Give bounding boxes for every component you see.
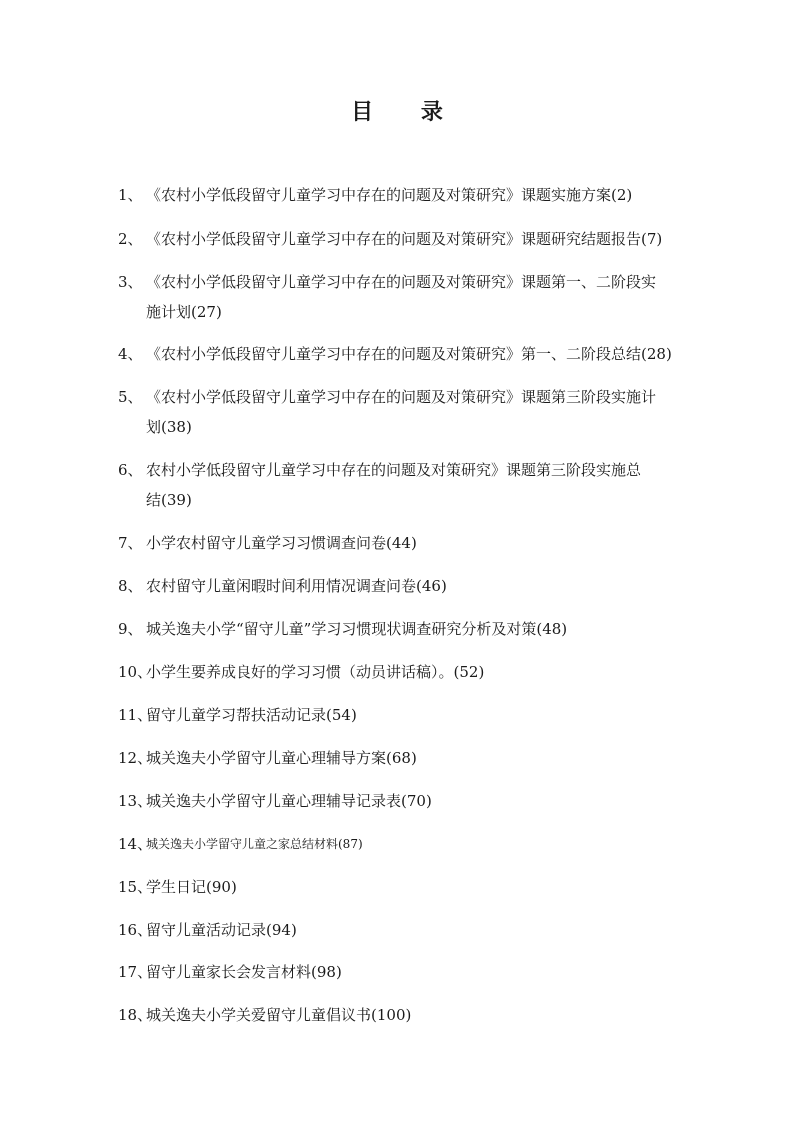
toc-item-text: 城关逸夫小学留守儿童心理辅导记录表(70): [146, 792, 432, 810]
toc-item-text-continued: 施计划(27): [146, 303, 222, 321]
toc-item-number: 10、: [118, 663, 153, 681]
toc-item-text: 《农村小学低段留守儿童学习中存在的问题及对策研究》课题第三阶段实施计: [146, 388, 657, 406]
toc-item-text: 留守儿童活动记录(94): [146, 921, 297, 939]
toc-item-number: 7、: [118, 534, 143, 552]
toc-item-number: 9、: [118, 620, 143, 638]
toc-item-text: 《农村小学低段留守儿童学习中存在的问题及对策研究》第一、二阶段总结(28): [146, 345, 672, 363]
toc-item-text: 城关逸夫小学关爱留守儿童倡议书(100): [146, 1006, 412, 1024]
toc-item-text: 学生日记(90): [146, 878, 237, 896]
toc-item-number: 13、: [118, 792, 153, 810]
toc-item-number: 1、: [118, 186, 143, 204]
toc-item-number: 4、: [118, 345, 143, 363]
toc-item-text: 农村小学低段留守儿童学习中存在的问题及对策研究》课题第三阶段实施总: [146, 461, 642, 479]
toc-title: 目 录: [351, 99, 463, 125]
toc-item-number: 14、: [118, 835, 153, 853]
toc-item-number: 17、: [118, 963, 153, 981]
toc-item-number: 12、: [118, 749, 153, 767]
toc-item-number: 6、: [118, 461, 143, 479]
toc-item-number: 18、: [118, 1006, 153, 1024]
toc-item-text: 留守儿童学习帮扶活动记录(54): [146, 706, 357, 724]
toc-item-text: 《农村小学低段留守儿童学习中存在的问题及对策研究》课题研究结题报告(7): [146, 230, 663, 248]
toc-item-number: 5、: [118, 388, 143, 406]
toc-item-number: 11、: [118, 706, 153, 724]
toc-item-text: 小学农村留守儿童学习习惯调查问卷(44): [146, 534, 417, 552]
toc-item-text: 城关逸夫小学“留守儿童”学习习惯现状调查研究分析及对策(48): [146, 620, 568, 638]
toc-item-text-continued: 划(38): [146, 418, 192, 436]
toc-item-number: 8、: [118, 577, 143, 595]
toc-item-number: 2、: [118, 230, 143, 248]
toc-item-number: 3、: [118, 273, 143, 291]
toc-item-number: 16、: [118, 921, 153, 939]
toc-item-text: 《农村小学低段留守儿童学习中存在的问题及对策研究》课题第一、二阶段实: [146, 273, 657, 291]
toc-item-text-continued: 结(39): [146, 491, 192, 509]
toc-item-text: 小学生要养成良好的学习习惯（动员讲话稿）。(52): [146, 663, 485, 681]
toc-item-text: 留守儿童家长会发言材料(98): [146, 963, 342, 981]
toc-item-text: 城关逸夫小学留守儿童心理辅导方案(68): [146, 749, 417, 767]
toc-item-text: 《农村小学低段留守儿童学习中存在的问题及对策研究》课题实施方案(2): [146, 186, 633, 204]
toc-item-text: 城关逸夫小学留守儿童之家总结材料(87): [146, 837, 363, 851]
toc-item-number: 15、: [118, 878, 153, 896]
toc-item-text: 农村留守儿童闲暇时间利用情况调查问卷(46): [146, 577, 447, 595]
